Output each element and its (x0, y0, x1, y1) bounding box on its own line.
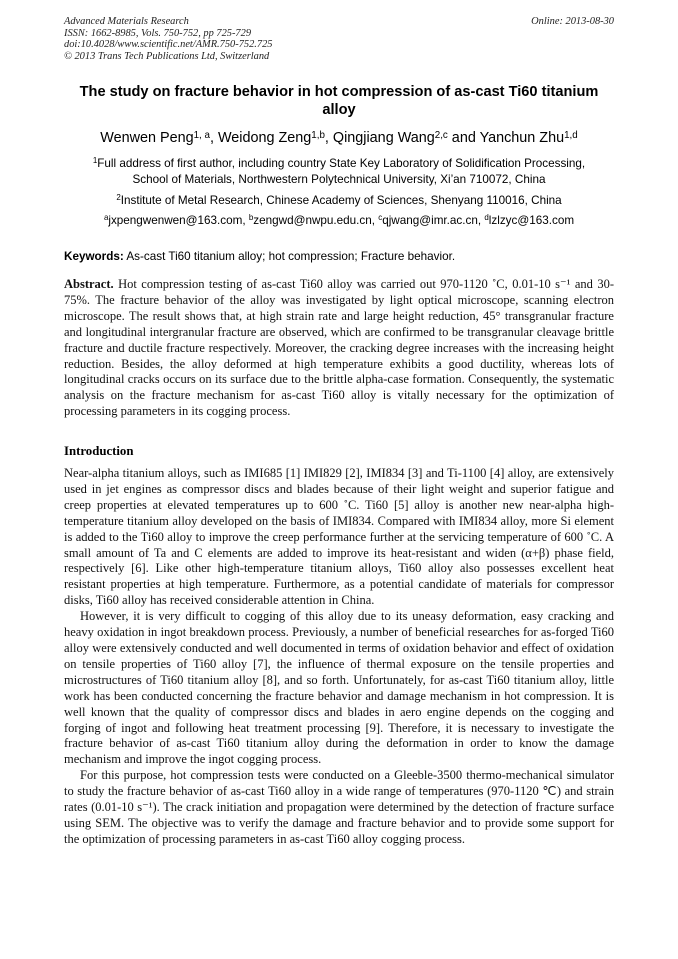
affiliation-1-line1 (40, 156, 638, 172)
email-separator: , (477, 214, 485, 227)
author-name: Yanchun Zhu (479, 130, 565, 146)
affiliation-text: Full address of first author, including country State Key Laboratory of Solidification Processing, (97, 157, 586, 170)
author-sup: 1,b (311, 129, 325, 141)
email-address[interactable]: lzlzyc@163.com (488, 214, 575, 227)
keywords-text: As-cast Ti60 titanium alloy; hot compression; Fracture behavior. (123, 250, 456, 263)
abstract-label: Abstract. (64, 277, 114, 291)
journal-name: Advanced Materials Research (64, 16, 189, 27)
introduction-body (64, 466, 614, 848)
author-separator: , (324, 130, 333, 146)
affiliation-mark: 2 (116, 193, 121, 203)
email-separator: , (242, 214, 249, 227)
doi-line[interactable]: doi:10.4028/www.scientific.net/AMR.750-752.725 (64, 39, 273, 51)
affiliation-mark: 1 (92, 156, 98, 166)
email-mark: c (378, 213, 383, 223)
abstract (64, 277, 614, 420)
issn-line: ISSN: 1662-8985, Vols. 750-752, pp 725-729 (64, 27, 252, 39)
keywords (64, 249, 624, 264)
email-address[interactable]: jxpengwenwen@163.com (108, 214, 243, 227)
copyright-line: © 2013 Trans Tech Publications Ltd, Switzerland (64, 50, 270, 62)
email-address[interactable]: qjwang@imr.ac.cn (382, 214, 478, 227)
abstract-paragraph (64, 277, 614, 420)
email-mark: a (103, 213, 109, 223)
email-mark: b (248, 213, 254, 223)
keywords-label: Keywords: (64, 250, 124, 263)
online-date: Online: 2013-08-30 (531, 16, 614, 27)
section-heading-introduction: Introduction (64, 444, 134, 458)
author-name: Wenwen Peng (100, 130, 194, 146)
email-mark: d (484, 213, 489, 223)
journal-header (64, 16, 272, 62)
affiliation-1-line2: School of Materials, Northwestern Polytechnical University, Xi’an 710072, China (132, 173, 546, 186)
abstract-text: Hot compression testing of as-cast Ti60 alloy was carried out 970-1120 ˚C, 0.01-10 s⁻¹ and 30-75%. The fracture behavior of the alloy was investigated by light optical microscope, scanning electron microscope. The result shows that, at high strain rate and large height reduction, 45° transgranular fracture and longitudinal intergranular fracture are observed, which are confirmed to be transgranular cleavage brittle fracture and ductile fracture respectively. Moreover, the cracking degree increases with the increasing height reduction. Besides, the alloy deformed at high temperature exhibits a good ductility, whereas lots of longitudinal cracks occurs on its surface due to the brittle alpha-case formation. Consequently, the systematic analysis on the fracture mechanism for as-cast Ti60 alloy is vitally necessary for the optimization of processing parameters in its cogging process. (64, 277, 614, 419)
author-sup: 1,d (564, 129, 578, 141)
affiliation-1 (40, 156, 638, 188)
email-address[interactable]: zengwd@nwpu.edu.cn (253, 214, 372, 227)
intro-paragraph: Near-alpha titanium alloys, such as IMI685 [1] IMI829 [2], IMI834 [3] and Ti-1100 [4] alloy, are extensively used in jet engines as compressor discs and blades because of their light weight and superior fatigue and creep properties at elevated temperatures up to 600 ˚C. Ti60 [5] alloy is another new near-alpha high-temperature titanium alloy developed on the basis of IMI834. Compared with IMI834 alloy, more Si element is added to the Ti60 alloy to improve the creep performance further at the servicing temperature of 600 ˚C. A small amount of Ta and C elements are added to improve its heat-resistant and widen (α+β) phase field, respectively [6]. Like other high-temperature titanium alloys, Ti60 alloy also possesses excellent heat resistant properties at high temperature. Furthermore, as a potential candidate of materials for compressor disks, Ti60 alloy has received considerable attention in China. (64, 466, 614, 608)
email-list (40, 213, 638, 229)
author-sup: 2,c (434, 129, 448, 141)
email-separator: , (371, 214, 379, 227)
author-separator: , (209, 130, 218, 146)
author-separator: and (447, 130, 480, 146)
affiliation-text: Institute of Metal Research, Chinese Academy of Sciences, Shenyang 110016, China (120, 194, 562, 207)
paper-title: The study on fracture behavior in hot compression of as-cast Ti60 titanium alloy (79, 84, 599, 118)
intro-paragraph: However, it is very difficult to cogging of this alloy due to its uneasy deformation, easy cracking and heavy oxidation in ingot breakdown process. Previously, a number of beneficial researches for as-forged Ti60 alloy were extensively conducted and well documented in terms of oxidation behavior and effect of oxidation on tensile properties of Ti60 alloy [7], the influence of thermal exposure on the tensile properties and microstructures of Ti60 titanium alloy [8], and so forth. Unfortunately, for as-cast Ti60 titanium alloy, little work has been conducted concerning the fracture behavior and damage mechanism in hot compression. It is well known that the quality of compressor discs and blades in aero engine depends on the cogging and forging of ingot and following heat treatment processing [9]. Therefore, it is necessary to investigate the fracture behavior of as-cast Ti60 titanium alloy during the deformation in order to know the damage mechanism and improve the ingot cogging process. (64, 609, 614, 767)
author-name: Weidong Zeng (217, 130, 312, 146)
author-list (40, 129, 638, 147)
author-name: Qingjiang Wang (332, 130, 435, 146)
affiliation-2 (40, 193, 638, 209)
intro-paragraph: For this purpose, hot compression tests were conducted on a Gleeble-3500 thermo-mechanical simulator to study the fracture behavior of as-cast Ti60 alloy in a wide range of temperatures (970-1120 ℃) and strain rates (0.01-10 s⁻¹). The crack initiation and propagation were determined by the detection of fracture surface using SEM. The objective was to verify the damage and fracture behavior and to provide some support for the optimization of processing parameters in as-cast Ti60 alloy cogging process. (64, 768, 614, 846)
author-sup: 1, a (193, 129, 210, 141)
